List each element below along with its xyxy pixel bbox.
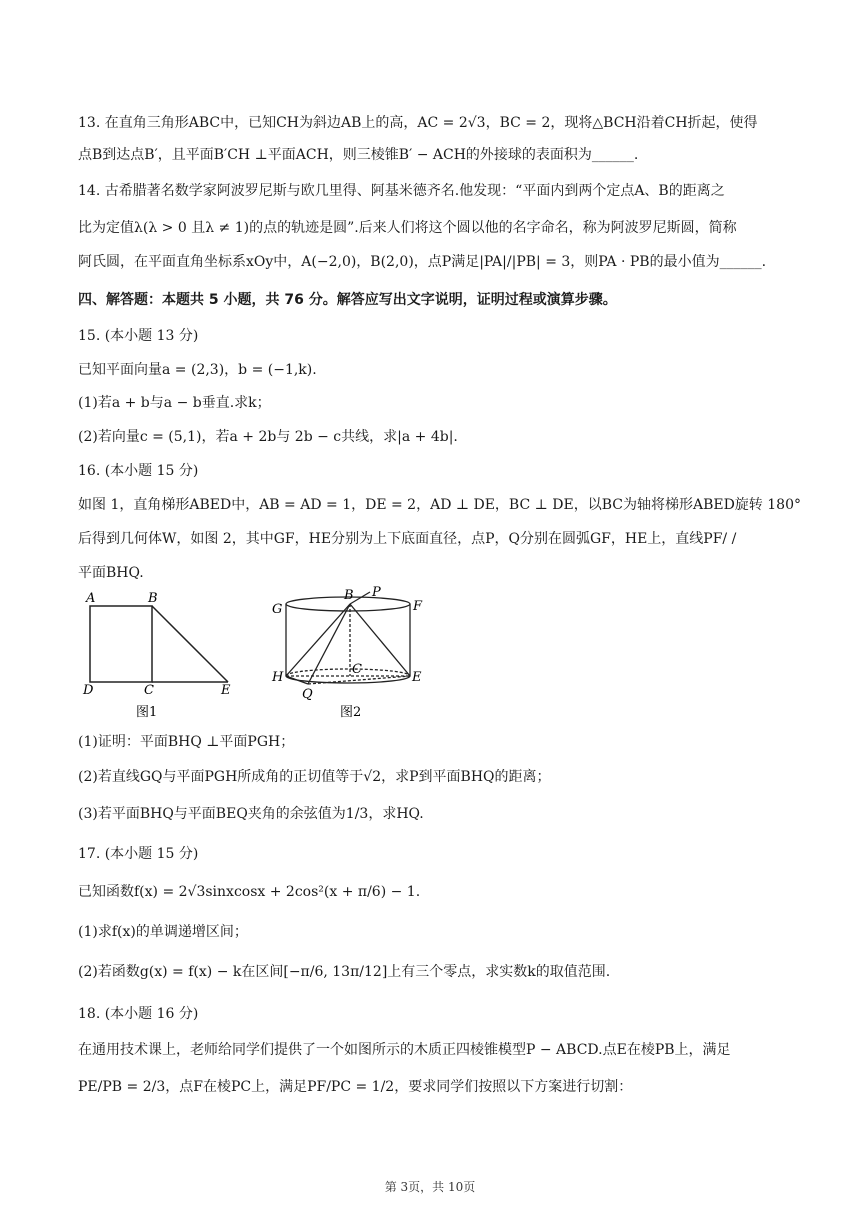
q18-line-1: 在通用技术课上，老师给同学们提供了一个如图所示的木质正四棱锥模型P − ABCD.点E在棱PB上，满足	[78, 1042, 731, 1058]
q16-line-1: 如图 1，直角梯形ABED中，AB = AD = 1，DE = 2，AD ⊥ DE，BC ⊥ DE，以BC为轴将梯形ABED旋转 180°	[78, 497, 801, 513]
fig1-label-B: B	[148, 591, 158, 606]
fig2-label-F: F	[413, 599, 423, 614]
q16-part-2: (2)若直线GQ与平面PGH所成角的正切值等于√2，求P到平面BHQ的距离；	[78, 769, 551, 785]
q17-part-1: (1)求f(x)的单调递增区间；	[78, 924, 248, 940]
q18-heading: 18. (本小题 16 分)	[78, 1006, 199, 1022]
fig2-label-H: H	[272, 670, 284, 685]
figure-2-solid	[266, 582, 436, 724]
q16-line-3: 平面BHQ.	[78, 565, 144, 581]
q14-line-1: 14. 古希腊著名数学家阿波罗尼斯与欧几里得、阿基米德齐名.他发现：“平面内到两个定点A、B的距离之	[78, 183, 725, 199]
fig2-caption: 图2	[340, 705, 362, 720]
q13-line-2: 点B到达点B′，且平面B′CH ⊥平面ACH，则三棱锥B′ − ACH的外接球的表面积为______.	[78, 147, 639, 163]
section-4-heading: 四、解答题：本题共 5 小题，共 76 分。解答应写出文字说明，证明过程或演算步骤。	[78, 292, 617, 308]
q17-line-1: 已知函数f(x) = 2√3sinxcosx + 2cos²(x + π/6) − 1.	[78, 884, 421, 900]
fig2-label-Q: Q	[302, 687, 313, 702]
q17-part-2: (2)若函数g(x) = f(x) − k在区间[−π/6, 13π/12]上有三个零点，求实数k的取值范围.	[78, 964, 611, 980]
fig1-label-C: C	[144, 683, 154, 698]
q14-line-3: 阿氏圆，在平面直角坐标系xOy中，A(−2,0)，B(2,0)，点P满足|PA|/|PB| = 3，则PA · PB的最小值为______.	[78, 254, 767, 270]
figure-1-trapezoid	[78, 588, 248, 723]
fig2-label-E: E	[412, 670, 422, 685]
page-footer: 第 3页，共 10页	[384, 1180, 476, 1194]
q15-part-2: (2)若向量c = (5,1)，若a + 2b与 2b − c共线，求|a + 4b|.	[78, 429, 458, 445]
fig1-label-D: D	[83, 683, 94, 698]
q14-line-2: 比为定值λ(λ > 0 且λ ≠ 1)的点的轨迹是圆”.后来人们将这个圆以他的名字命名，称为阿波罗尼斯圆，简称	[78, 220, 737, 236]
q15-line-1: 已知平面向量a = (2,3)，b = (−1,k).	[78, 362, 317, 378]
q15-part-1: (1)若a + b与a − b垂直.求k；	[78, 395, 271, 411]
q17-heading: 17. (本小题 15 分)	[78, 846, 199, 862]
fig2-label-C: C	[352, 662, 362, 677]
q15-heading: 15. (本小题 13 分)	[78, 328, 199, 344]
q16-line-2: 后得到几何体W，如图 2，其中GF，HE分别为上下底面直径，点P，Q分别在圆弧GF，HE上，直线PF/ /	[78, 531, 737, 547]
fig1-label-A: A	[86, 591, 96, 606]
q16-part-3: (3)若平面BHQ与平面BEQ夹角的余弦值为1/3，求HQ.	[78, 806, 424, 822]
fig1-label-E: E	[221, 683, 231, 698]
q16-part-1: (1)证明：平面BHQ ⊥平面PGH；	[78, 734, 295, 750]
fig2-label-B: B	[344, 588, 354, 603]
fig2-label-G: G	[272, 602, 283, 617]
q16-heading: 16. (本小题 15 分)	[78, 463, 199, 479]
q18-line-2: PE/PB = 2/3，点F在棱PC上，满足PF/PC = 1/2，要求同学们按照以下方案进行切割：	[78, 1079, 633, 1095]
fig1-caption: 图1	[136, 705, 158, 720]
fig2-label-P: P	[372, 585, 381, 600]
q13-line-1: 13. 在直角三角形ABC中，已知CH为斜边AB上的高，AC = 2√3，BC = 2，现将△BCH沿着CH折起，使得	[78, 115, 758, 131]
